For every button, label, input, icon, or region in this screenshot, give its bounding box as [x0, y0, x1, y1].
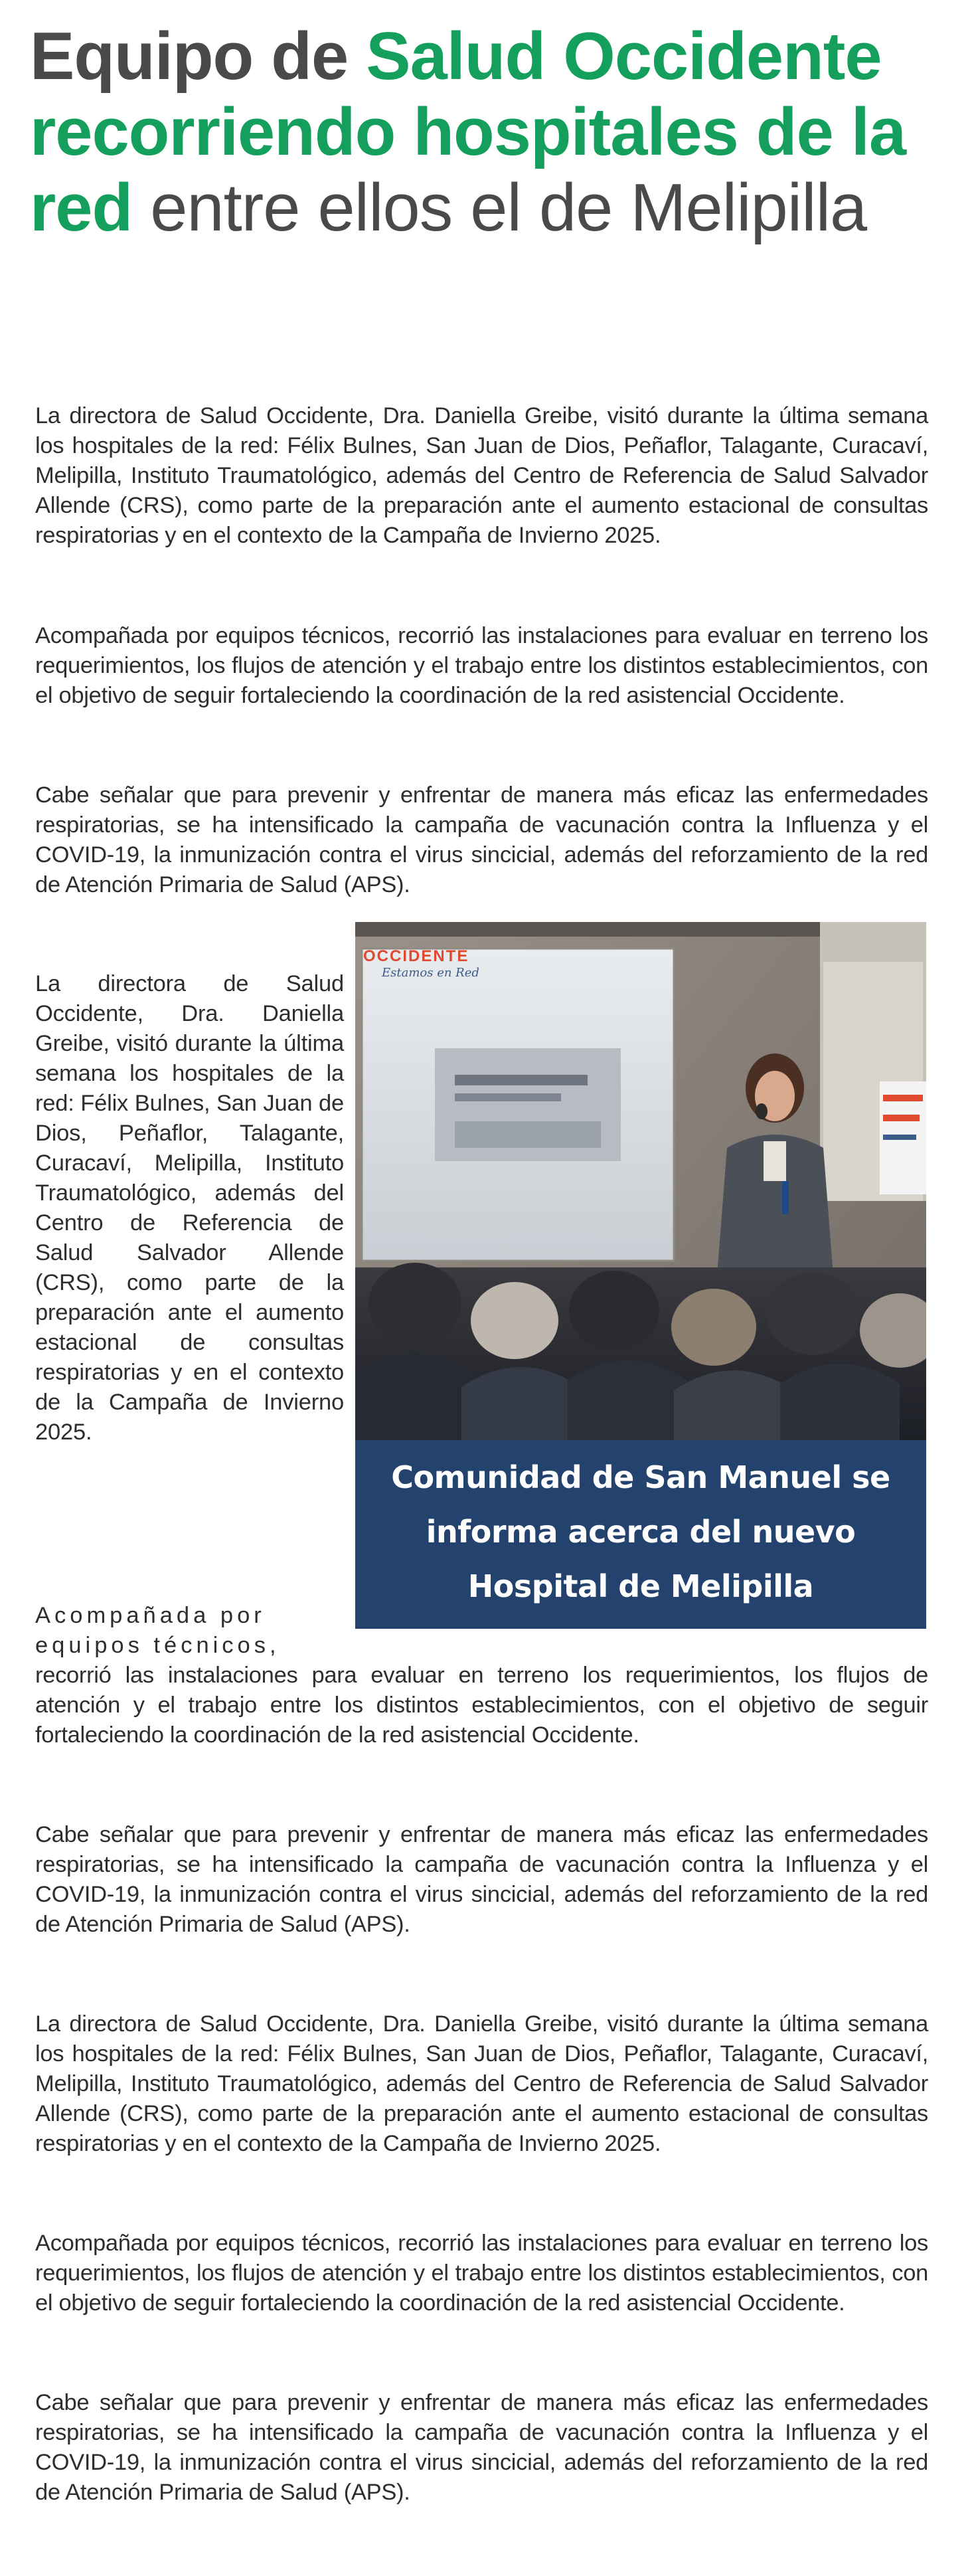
article-paragraph: La directora de Salud Occidente, Dra. Daniella Greibe, visitó durante la última semana los hospitales de la red: Félix Bulnes, San Juan de Dios, Peñaflor, Talagante, Curacaví, Melipilla, Instituto Traumatológico, además del Centro de Referencia de Salud Salvador Allende (CRS), como parte de la preparación ante el aumento estacional de consultas respiratorias y en el contexto de la Campaña de Invierno 2025. — [35, 403, 928, 548]
headline-part-gray: Equipo de — [30, 19, 366, 94]
headline-part-green: Salud Occidente recorriendo hospitales de la red — [30, 19, 906, 245]
article-paragraph: Acompañada por equipos técnicos, recorrió las instalaciones para evaluar en terreno los requerimientos, los flujos de atención y el trabajo entre los distintos establecimientos, con el objetivo de seguir fortaleciendo la coordinación de la red asistencial Occidente. — [35, 2231, 928, 2316]
photo-logo-subtitle: Estamos en Red — [382, 966, 479, 980]
photo-logo-text: OCCIDENTE — [363, 947, 469, 965]
photo-caption-line: Comunidad de San Manuel se — [391, 1459, 890, 1495]
article-paragraph: La directora de Salud Occidente, Dra. Daniella Greibe, visitó durante la última semana los hospitales de la red: Félix Bulnes, San Juan de Dios, Peñaflor, Talagante, Curacaví, Melipilla, Instituto Traumatológico, además del Centro de Referencia de Salud Salvador Allende (CRS), como parte de la preparación ante el aumento estacional de consultas respiratorias y en el contexto de la Campaña de Invierno 2025. — [35, 2011, 928, 2156]
article-paragraph: Cabe señalar que para prevenir y enfrentar de manera más eficaz las enfermedades respiratorias, se ha intensificado la campaña de vacunación contra la Influenza y el COVID-19, la inmunización contra el virus sincicial, además del reforzamiento de la red de Atención Primaria de Salud (APS). — [35, 2390, 928, 2505]
photo-caption-line: informa acerca del nuevo — [426, 1514, 856, 1550]
photo-caption-line: Hospital de Melipilla — [467, 1568, 814, 1604]
article-paragraph: Cabe señalar que para prevenir y enfrentar de manera más eficaz las enfermedades respiratorias, se ha intensificado la campaña de vacunación contra la Influenza y el COVID-19, la inmunización contra el virus sincicial, además del reforzamiento de la red de Atención Primaria de Salud (APS). — [35, 1822, 928, 1937]
article-paragraph: Cabe señalar que para prevenir y enfrentar de manera más eficaz las enfermedades respiratorias, se ha intensificado la campaña de vacunación contra la Influenza y el COVID-19, la inmunización contra el virus sincicial, además del reforzamiento de la red de Atención Primaria de Salud (APS). — [35, 782, 928, 897]
headline-part-light: entre ellos el de Melipilla — [132, 171, 867, 245]
photo-caption — [355, 1450, 926, 1613]
article-paragraph-narrow: La directora de Salud Occidente, Dra. Daniella Greibe, visitó durante la última semana los hospitales de la red: Félix Bulnes, San Juan de Dios, Peñaflor, Talagante, Curacaví, Melipilla, Instituto Traumatológico, además del Centro de Referencia de Salud Salvador Allende (CRS), como parte de la preparación ante el aumento estacional de consultas respiratorias y en el contexto de la Campaña de Invierno 2025. — [35, 971, 344, 1445]
article-photo — [355, 922, 926, 1629]
article-headline — [30, 19, 959, 246]
article-paragraph: recorrió las instalaciones para evaluar en terreno los requerimientos, los flujos de atención y el trabajo entre los distintos establecimientos, con el objetivo de seguir fortaleciendo la coordinación de la red asistencial Occidente. — [35, 1663, 928, 1748]
article-paragraph-wrap-start: Acompañada por equipos técnicos, — [35, 1603, 280, 1658]
article-paragraph: Acompañada por equipos técnicos, recorrió las instalaciones para evaluar en terreno los requerimientos, los flujos de atención y el trabajo entre los distintos establecimientos, con el objetivo de seguir fortaleciendo la coordinación de la red asistencial Occidente. — [35, 623, 928, 708]
